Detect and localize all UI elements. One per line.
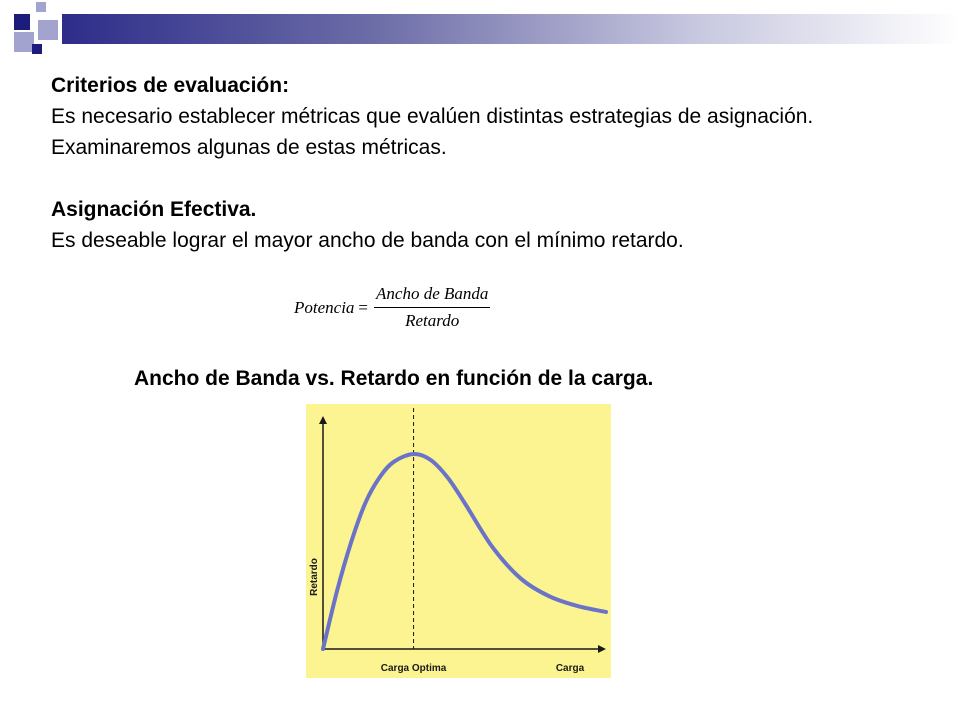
delay-vs-load-chart [306, 404, 611, 678]
paragraph-asignacion: Es deseable lograr el mayor ancho de banda con el mínimo retardo. [51, 229, 684, 252]
y-axis-label: Retardo [309, 558, 320, 596]
section-heading-asignacion: Asignación Efectiva. [51, 198, 257, 221]
chart-title: Ancho de Banda vs. Retardo en función de la carga. [134, 367, 654, 390]
x-axis-label: Carga [555, 663, 585, 674]
section-heading-criterios: Criterios de evaluación: [51, 74, 290, 97]
formula-denominator: Retardo [405, 311, 460, 330]
paragraph-criterios: Es necesario establecer métricas que evalúen distintas estrategias de asignación. Examinaremos algunas de estas métricas. [51, 105, 814, 159]
header-square-navy [32, 44, 42, 54]
formula-fraction [374, 284, 490, 331]
power-formula [294, 284, 490, 331]
header-square-lavender [36, 2, 46, 12]
header-gradient-bar [62, 14, 960, 44]
optimal-load-label: Carga Optima [380, 663, 447, 674]
header-square-lavender [38, 20, 58, 40]
formula-lhs: Potencia [294, 297, 355, 317]
formula-equals: = [358, 297, 369, 317]
header-square-lavender [14, 32, 34, 52]
header-square-navy [14, 14, 30, 30]
formula-numerator: Ancho de Banda [374, 284, 490, 308]
slide-body [51, 70, 931, 256]
